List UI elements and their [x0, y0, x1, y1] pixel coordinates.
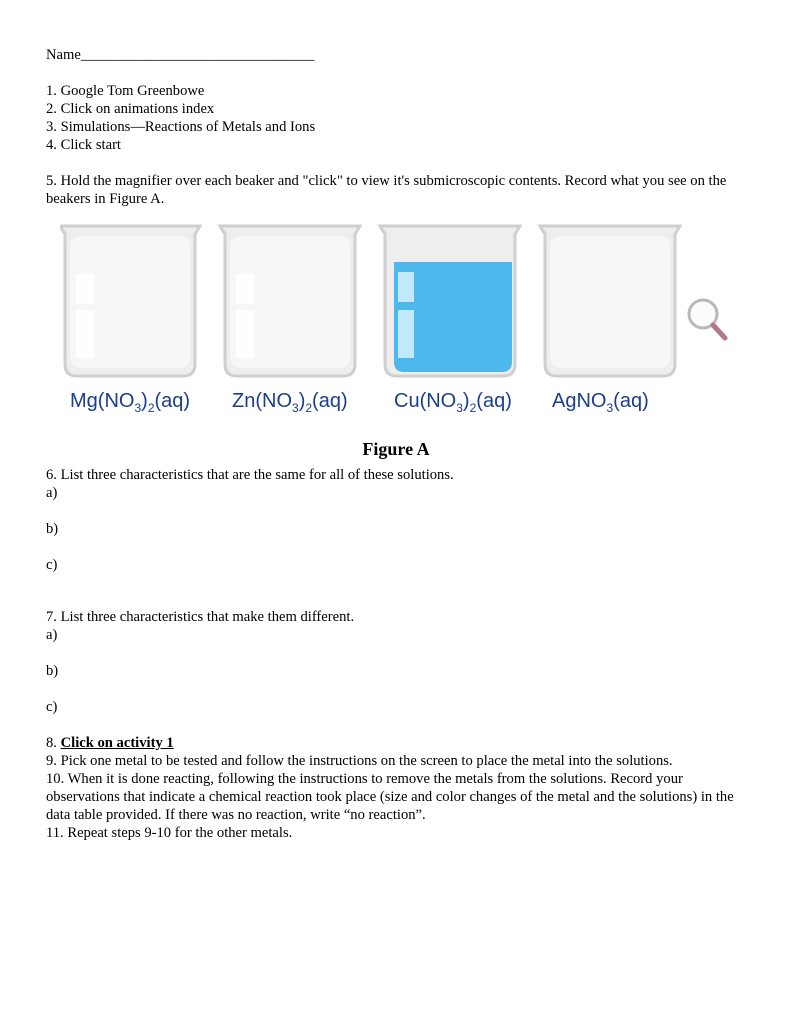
step-1: 1. Google Tom Greenbowe	[46, 83, 205, 99]
q7-answer-a: a)	[46, 627, 58, 643]
name-field-label: Name________________________________	[46, 47, 315, 63]
step-11: 11. Repeat steps 9-10 for the other metals.	[46, 825, 293, 841]
magnifier-icon[interactable]	[689, 300, 725, 338]
beaker-zn[interactable]	[220, 226, 360, 376]
q7-answer-b: b)	[46, 663, 59, 679]
step-9: 9. Pick one metal to be tested and follow the instructions on the screen to place the metal into the solutions.	[46, 753, 673, 769]
figure-a	[60, 222, 760, 427]
step-2: 2. Click on animations index	[46, 101, 215, 117]
q6-answer-a: a)	[46, 485, 58, 501]
beaker-ag[interactable]	[540, 226, 680, 376]
step-8-number: 8.	[46, 735, 61, 751]
beaker-mg[interactable]	[60, 226, 200, 376]
step-4: 4. Click start	[46, 137, 121, 153]
step-5: 5. Hold the magnifier over each beaker and "click" to view it's submicroscopic contents. Record what you see on the beakers in Figure A.	[46, 173, 727, 207]
label-mg-nitrate: $Mg(NO_3)_2(aq)$	[70, 390, 191, 415]
beakers-illustration	[60, 222, 760, 392]
question-7: 7. List three characteristics that make them different.	[46, 609, 355, 625]
label-ag-nitrate: AgNO$_3$(aq)	[552, 390, 649, 415]
q7-answer-c: c)	[46, 699, 58, 715]
label-cu-nitrate: $Cu(NO_3)_2(aq)$	[394, 390, 512, 415]
activity-1-link[interactable]: Click on activity 1	[60, 735, 174, 751]
step-8	[46, 734, 174, 752]
step-10: 10. When it is done reacting, following the instructions to remove the metals from the solutions. Record your observations that indicate a chemical reaction took place (size and color changes of the metal and the solutions) in the data table provided. If there was no reaction, write “no reaction”.	[46, 771, 734, 823]
q6-answer-b: b)	[46, 521, 59, 537]
question-6: 6. List three characteristics that are the same for all of these solutions.	[46, 467, 454, 483]
label-zn-nitrate: $Zn(NO_3)_2(aq)$	[232, 390, 348, 415]
step-3: 3. Simulations—Reactions of Metals and Ions	[46, 119, 316, 135]
figure-caption: Figure A	[362, 439, 430, 459]
q6-answer-c: c)	[46, 557, 58, 573]
beaker-cu[interactable]	[380, 226, 520, 376]
